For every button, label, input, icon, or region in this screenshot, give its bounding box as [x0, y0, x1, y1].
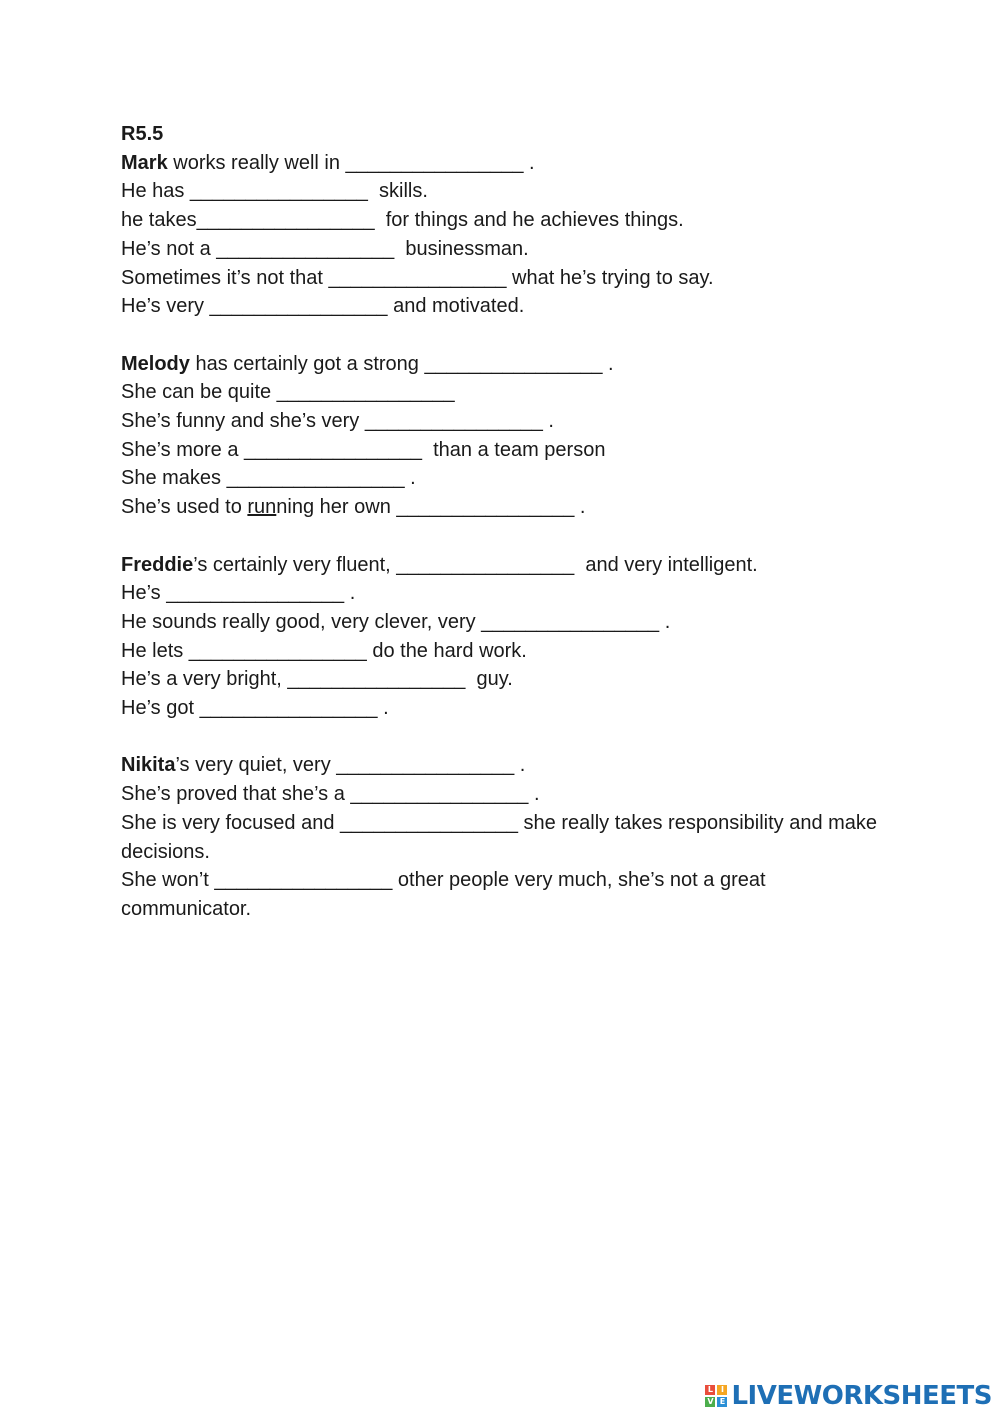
- melody-line-2: She can be quite ________________: [121, 381, 455, 404]
- mark-line-1: Mark works really well in ________________ .: [121, 151, 535, 174]
- logo-letter: L: [705, 1385, 715, 1395]
- mark-line-5: Sometimes it’s not that ________________ what he’s trying to say.: [121, 266, 714, 289]
- logo-letter: V: [707, 1397, 714, 1406]
- mark-line-2: He has ________________ skills.: [121, 180, 428, 203]
- freddie-line-2: He’s ________________ .: [121, 582, 356, 605]
- mark-line-3: he takes________________ for things and he achieves things.: [121, 209, 684, 232]
- logo-mark-icon: [705, 1385, 727, 1407]
- freddie-name: Freddie: [121, 553, 194, 576]
- freddie-line-1: Freddie’s certainly very fluent, ________________ and very intelligent.: [121, 553, 758, 576]
- mark-line-4: He’s not a ________________ businessman.: [121, 237, 529, 260]
- nikita-line-2: She’s proved that she’s a ________________ .: [121, 783, 540, 806]
- logo-letter: E: [717, 1397, 727, 1407]
- mark-name: Mark: [121, 151, 168, 174]
- liveworksheets-logo[interactable]: [705, 1381, 992, 1411]
- nikita-line-3: She is very focused and ________________ she really takes responsibility and make decisions.: [121, 811, 878, 863]
- logo-letter: I: [717, 1385, 727, 1395]
- melody-line-1: Melody has certainly got a strong ________________ .: [121, 352, 614, 375]
- melody-line-5: She makes ________________ .: [121, 467, 416, 490]
- logo-text: LIVEWORKSHEETS: [731, 1381, 992, 1411]
- freddie-line-5: He’s a very bright, ________________ guy.: [121, 668, 513, 691]
- melody-name: Melody: [121, 352, 190, 375]
- nikita-line-1: Nikita’s very quiet, very ________________ .: [121, 754, 526, 777]
- nikita-name: Nikita: [121, 754, 176, 777]
- melody-line-6: She’s used to running her own ________________ .: [121, 496, 586, 519]
- freddie-line-3: He sounds really good, very clever, very ________________ .: [121, 610, 671, 633]
- freddie-line-4: He lets ________________ do the hard work.: [121, 639, 527, 662]
- freddie-line-6: He’s got ________________ .: [121, 697, 389, 720]
- melody-line-4: She’s more a ________________ than a team person: [121, 438, 606, 461]
- mark-line-6: He’s very ________________ and motivated.: [121, 295, 525, 318]
- worksheet-title: R5.5: [121, 123, 164, 145]
- nikita-line-4: She won’t ________________ other people very much, she’s not a great communicator.: [121, 869, 766, 920]
- melody-line-3: She’s funny and she’s very ________________ .: [121, 410, 554, 432]
- worksheet: [121, 120, 901, 924]
